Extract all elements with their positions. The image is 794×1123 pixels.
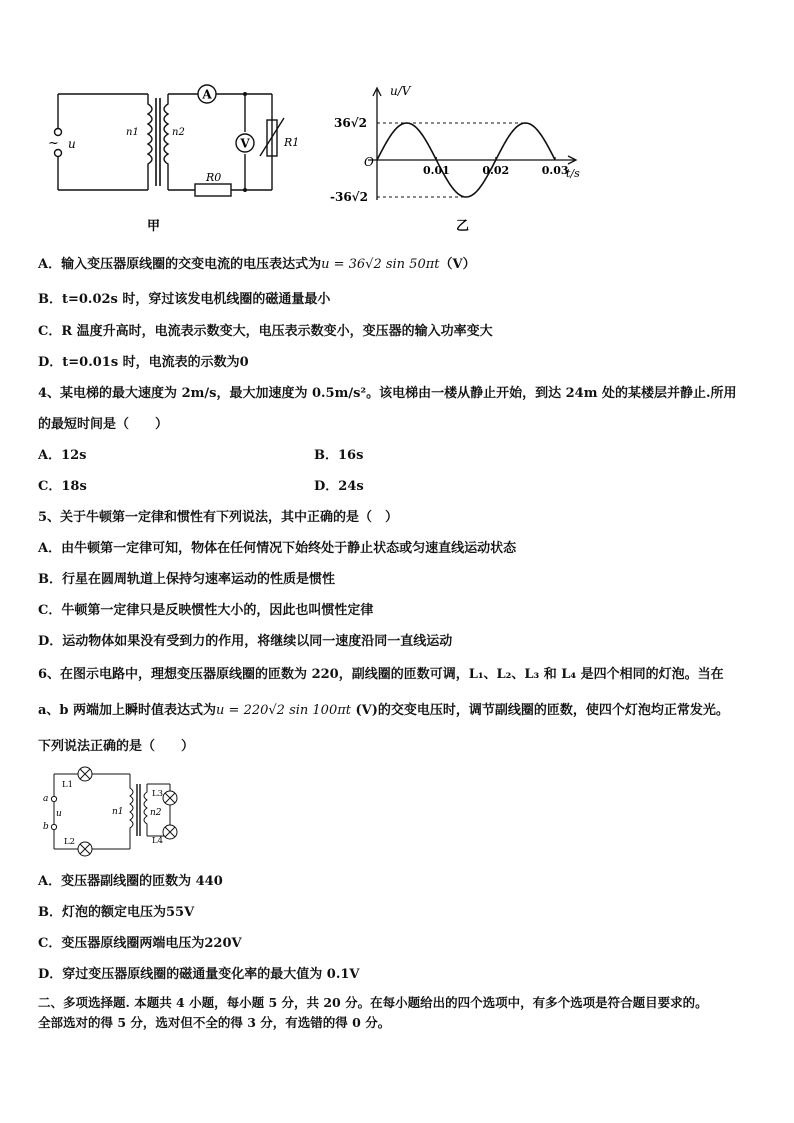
lamp-l2 [78,842,92,856]
q6-stem-line3: 下列说法正确的是（ ） [38,739,195,754]
q4-option-a: A．12s [38,448,87,463]
ammeter-label: A [202,87,212,102]
figure-jia-circuit [40,82,300,237]
q6-option-d: D．穿过变压器原线圈的磁通量变化率的最大值为 0.1V [38,967,360,982]
q6-stem-line2: a、b 两端加上瞬时值表达式为u = 220√2 sin 100πt (V)的交变电压时，调节副线圈的匝数，使四个灯泡均正常发光。 [38,703,729,718]
svg-text:n1: n1 [112,807,124,817]
svg-text:a: a [43,794,49,804]
svg-text:L2: L2 [64,837,76,847]
section2-heading-line1: 二、多项选择题. 本题共 4 小题，每小题 5 分，共 20 分。在每小题给出的四个选项中，有多个选项是符合题目要求的。 [38,995,708,1010]
y-max-label: 36√2 [334,116,367,130]
svg-text:~: ~ [48,136,59,151]
x-tick-label-2: 0.02 [482,164,510,177]
figure-jia-caption: 甲 [147,219,161,234]
svg-text:u: u [56,809,62,819]
q4-stem-line1: 4、某电梯的最大速度为 2m/s，最大加速度为 0.5m/s²。该电梯由一楼从静止开始，到达 24m 处的某楼层并静止.所用 [38,386,737,401]
svg-text:L4: L4 [152,836,164,846]
lamp-l1 [78,767,92,781]
q5-stem: 5、关于牛顿第一定律和惯性有下列说法，其中正确的是（ ） [38,510,399,525]
q6-formula: u = 220√2 sin 100πt [216,703,351,718]
svg-text:n2: n2 [150,808,162,818]
lamp-l4 [163,825,177,839]
q5-option-d: D．运动物体如果没有受到力的作用，将继续以同一速度沿同一直线运动 [38,634,453,649]
q6-option-b: B．灯泡的额定电压为55V [38,905,195,920]
q6-option-c: C．变压器原线圈两端电压为220V [38,936,242,951]
svg-text:b: b [43,822,49,832]
n1-label: n1 [126,127,139,138]
svg-text:L1: L1 [62,780,74,790]
q5-option-a: A．由牛顿第一定律可知，物体在任何情况下始终处于静止状态或匀速直线运动状态 [38,541,517,556]
n2-label: n2 [172,127,185,138]
r0-label: R0 [206,171,222,184]
y-min-label: -36√2 [330,190,368,204]
x-tick-label-1: 0.01 [422,164,450,177]
q4-stem-line2: 的最短时间是（ ） [38,417,169,432]
q3-option-b: B．t=0.02s 时，穿过该发电机线圈的磁通量最小 [38,292,331,307]
x-tick-label-3: 0.03 [541,164,569,177]
q5-option-c: C．牛顿第一定律只是反映惯性大小的，因此也叫惯性定律 [38,603,374,618]
voltmeter-label: V [240,136,250,151]
q3-option-d: D．t=0.01s 时，电流表的示数为0 [38,355,249,370]
lamp-l3 [163,791,177,805]
u-label: u [68,137,76,151]
q5-option-b: B．行星在圆周轨道上保持匀速率运动的性质是惯性 [38,572,335,587]
x-axis-label: t/s [566,167,580,180]
q3-option-c: C．R 温度升高时，电流表示数变大，电压表示数变小，变压器的输入功率变大 [38,324,493,339]
q4-option-d: D．24s [314,479,364,494]
q3-option-a: A．输入变压器原线圈的交变电流的电压表达式为u = 36√2 sin 50πt（V） [38,257,476,272]
r1-label: R1 [284,136,300,149]
q3-formula: u = 36√2 sin 50πt [321,257,440,272]
q4-option-b: B．16s [314,448,364,463]
svg-text:L3: L3 [152,789,164,799]
q6-stem-line1: 6、在图示电路中，理想变压器原线圈的匝数为 220，副线圈的匝数可调，L₁、L₂、L₃ 和 L₄ 是四个相同的灯泡。当在 [38,667,724,682]
figure-yi-caption: 乙 [456,219,470,234]
y-axis-label: u/V [390,84,411,98]
section2-heading-line2: 全部选对的得 5 分，选对但不全的得 3 分，有选错的得 0 分。 [38,1015,391,1030]
figure-yi-ut-graph [330,80,590,238]
q4-option-c: C．18s [38,479,87,494]
q6-circuit-figure [42,766,192,862]
q6-option-a: A．变压器副线圈的匝数为 440 [38,874,223,889]
origin-label: O [364,155,374,169]
